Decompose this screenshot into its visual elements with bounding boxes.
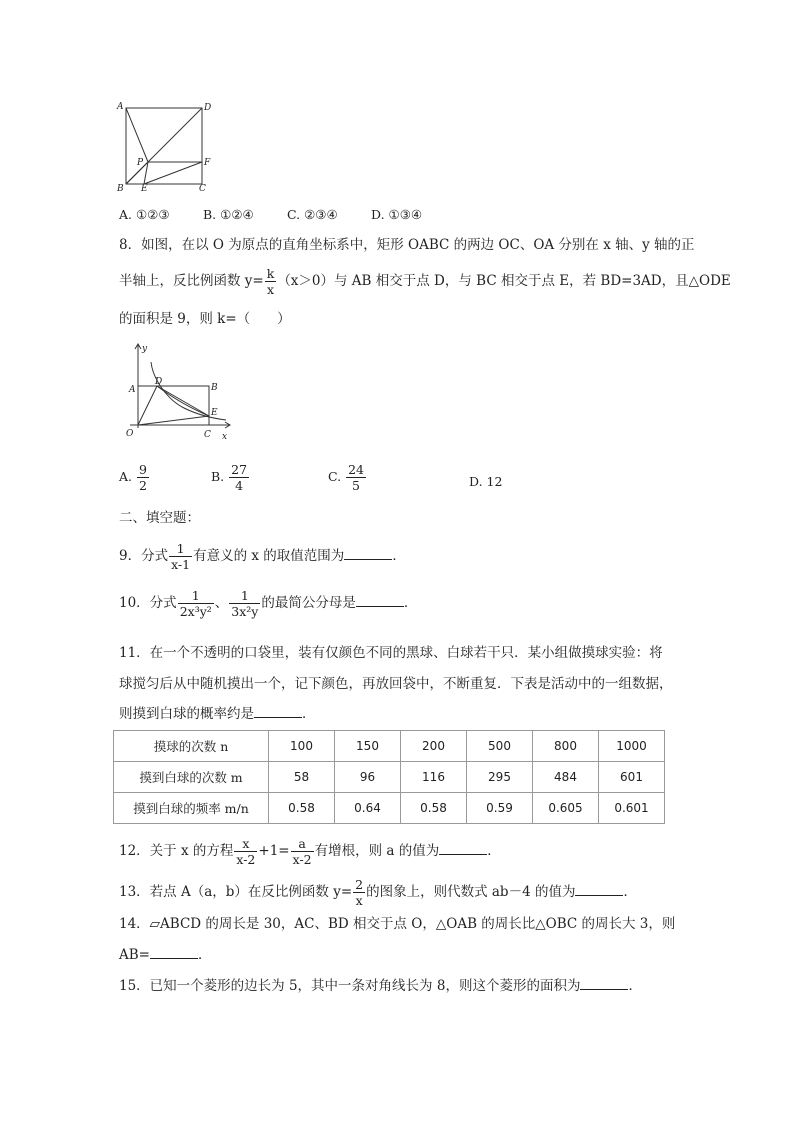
answer-blank[interactable]	[356, 594, 404, 607]
segment-ap	[126, 108, 148, 162]
frac-num: 1	[169, 541, 192, 557]
frac-den: x-2	[236, 852, 256, 867]
answer-blank[interactable]	[580, 977, 628, 990]
row-header: 摸球的次数 n	[114, 731, 269, 762]
option-fraction	[137, 462, 149, 493]
answer-blank[interactable]	[344, 547, 392, 560]
q7-option-a: A. ①②③	[119, 207, 170, 222]
table-cell: 0.58	[401, 793, 467, 824]
q12-end: ．	[487, 843, 501, 859]
label-c: C	[199, 184, 206, 192]
option-letter: B.	[211, 469, 225, 484]
label-a: A	[129, 385, 136, 395]
label-a: A	[117, 102, 124, 112]
segment-ef	[144, 162, 202, 184]
q7-option-c: C. ②③④	[287, 207, 338, 222]
table-cell: 0.601	[599, 793, 665, 824]
answer-blank[interactable]	[254, 705, 302, 718]
q12-mid: +1=	[258, 843, 290, 859]
table-cell: 1000	[599, 731, 665, 762]
q14-line2-pre: AB=	[119, 947, 150, 963]
frac-num: 27	[231, 462, 248, 477]
table-cell: 200	[401, 731, 467, 762]
q14-line2-end: ．	[197, 947, 212, 963]
q15-end: ．	[628, 978, 642, 994]
label-e: E	[141, 184, 148, 192]
frac-den: x	[355, 893, 363, 908]
q13	[119, 877, 637, 908]
q8-line2-post: （x＞0）与 AB 相交于点 D，与 BC 相交于点 E，若 BD=3AD，且△ODE	[277, 273, 731, 289]
q8-option-b	[211, 462, 250, 493]
q13-fraction	[353, 877, 365, 908]
frac-num: a	[291, 836, 314, 852]
q12-pre: 12．关于 x 的方程	[119, 843, 234, 859]
frac-den: x-1	[171, 557, 191, 572]
answer-blank[interactable]	[575, 883, 623, 896]
figure-coordinate-plot	[118, 340, 236, 446]
q10-post: 的最简公分母是	[261, 595, 356, 611]
table-cell: 0.605	[533, 793, 599, 824]
q8-option-c	[328, 462, 367, 493]
option-letter: C.	[328, 469, 342, 484]
q10-fraction-1	[178, 588, 214, 619]
q12-post: 有增根，则 a 的值为	[314, 843, 440, 859]
q10-pre: 10．分式	[119, 595, 177, 611]
segment-de	[157, 386, 209, 416]
table-row	[114, 762, 665, 793]
q14-line2	[119, 945, 211, 965]
q10-sep: 、	[214, 595, 229, 611]
table-cell: 0.64	[335, 793, 401, 824]
label-o: O	[126, 429, 134, 439]
q15-pre: 15．已知一个菱形的边长为 5，其中一条对角线长为 8，则这个菱形的面积为	[119, 978, 581, 994]
table-cell: 500	[467, 731, 533, 762]
q9-pre: 9．分式	[119, 548, 169, 564]
q11-line3-end: ．	[302, 706, 316, 722]
q11-line3	[119, 704, 316, 724]
frac-num: 24	[348, 462, 364, 477]
table-row	[114, 793, 665, 824]
q14-line1: 14．▱ABCD 的周长是 30，AC、BD 相交于点 O，△OAB 的周长比△OBC 的周长大 3，则	[119, 916, 676, 932]
option-letter: A.	[119, 469, 133, 484]
q10-end: ．	[403, 595, 418, 611]
q13-end: ．	[623, 884, 637, 900]
q9-end: ．	[392, 548, 406, 564]
frac-den: 4	[235, 478, 244, 493]
frac-den: 2x³y²	[179, 604, 212, 619]
q10	[119, 588, 417, 619]
frac-num: k	[266, 266, 275, 281]
q8-line2	[119, 266, 731, 297]
frac-num: x	[234, 836, 257, 852]
frac-num: 1	[178, 588, 214, 604]
label-x: x	[222, 432, 228, 442]
q8-line1: 8．如图，在以 O 为原点的直角坐标系中，矩形 OABC 的两边 OC、OA 分别在 x 轴、y 轴的正	[119, 237, 695, 253]
table-row	[114, 731, 665, 762]
table-cell: 150	[335, 731, 401, 762]
answer-blank[interactable]	[439, 842, 487, 855]
q7-option-b: B. ①②④	[203, 207, 254, 222]
frac-den: 2	[139, 478, 147, 493]
q13-pre: 13．若点 A（a，b）在反比例函数 y=	[119, 884, 353, 900]
label-b: B	[211, 383, 218, 393]
label-e: E	[211, 408, 218, 418]
q12-fraction-1	[234, 836, 257, 867]
table-cell: 601	[599, 762, 665, 793]
table-cell: 484	[533, 762, 599, 793]
label-f: F	[204, 158, 211, 168]
label-p: P	[137, 158, 144, 168]
section-title-fill-in: 二、填空题：	[119, 510, 200, 526]
segment-od	[138, 386, 157, 425]
table-cell: 800	[533, 731, 599, 762]
q9	[119, 541, 406, 572]
q15	[119, 976, 642, 996]
q9-fraction	[169, 541, 192, 572]
table-cell: 58	[269, 762, 335, 793]
frac-num: 9	[139, 462, 147, 477]
q13-post: 的图象上，则代数式 ab－4 的值为	[366, 884, 576, 900]
segment-oe	[138, 416, 209, 425]
label-b: B	[117, 184, 124, 192]
frac-den: 3x²y	[231, 604, 259, 619]
data-table	[113, 730, 665, 824]
q10-fraction-2	[229, 588, 260, 619]
q12	[119, 836, 501, 867]
answer-blank[interactable]	[150, 946, 198, 959]
label-y: y	[142, 344, 148, 354]
frac-num: 2	[355, 877, 364, 892]
q7-option-d: D. ①③④	[371, 207, 423, 222]
row-header: 摸到白球的频率 m/n	[114, 793, 269, 824]
q8-option-a	[119, 462, 150, 493]
table-cell: 0.58	[269, 793, 335, 824]
table-cell: 295	[467, 762, 533, 793]
q11-line1: 11．在一个不透明的口袋里，装有仅颜色不同的黑球、白球若干只．某小组做摸球实验：将	[119, 645, 663, 661]
row-header: 摸到白球的次数 m	[114, 762, 269, 793]
q11-line2: 球搅匀后从中随机摸出一个，记下颜色，再放回袋中，不断重复．下表是活动中的一组数据，	[119, 676, 673, 692]
frac-den: x	[266, 282, 275, 297]
rectangle-oabc	[138, 386, 209, 425]
label-c: C	[204, 430, 211, 440]
frac-den: x-2	[292, 852, 312, 867]
frac-num: 1	[229, 588, 260, 604]
label-d: D	[204, 103, 212, 113]
q8-line3: 的面积是 9，则 k=（ ）	[119, 311, 291, 327]
q9-post: 有意义的 x 的取值范围为	[193, 548, 345, 564]
q12-fraction-2	[291, 836, 314, 867]
label-d: D	[155, 377, 163, 387]
q8-fraction-k-over-x	[265, 266, 277, 297]
frac-den: 5	[352, 478, 360, 493]
option-fraction	[346, 462, 366, 493]
q11-line3-pre: 则摸到白球的概率约是	[119, 706, 254, 722]
table-cell: 0.59	[467, 793, 533, 824]
q8-line2-pre: 半轴上，反比例函数 y=	[119, 273, 264, 289]
q8-option-d: D. 12	[469, 474, 503, 489]
table-cell: 96	[335, 762, 401, 793]
option-fraction	[229, 462, 249, 493]
table-cell: 116	[401, 762, 467, 793]
table-cell: 100	[269, 731, 335, 762]
figure-square-abcd	[114, 100, 214, 192]
